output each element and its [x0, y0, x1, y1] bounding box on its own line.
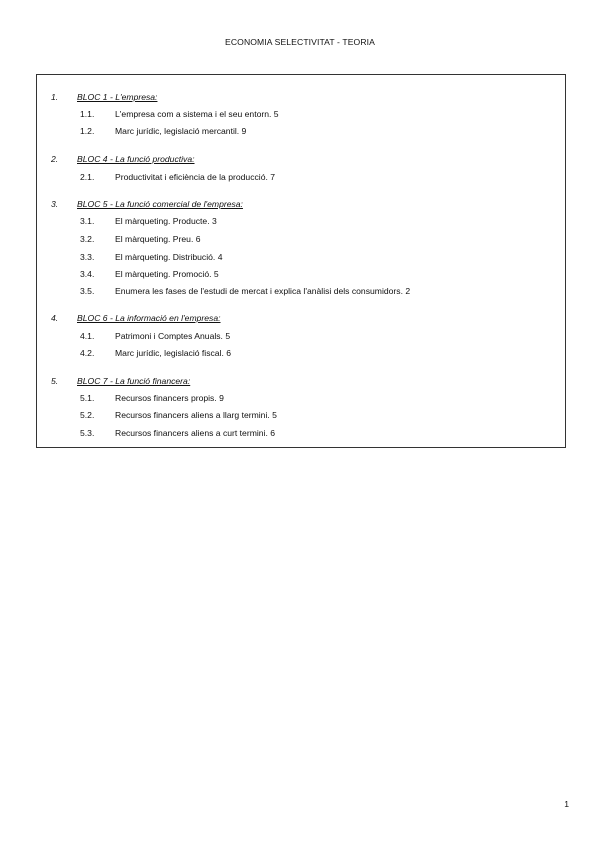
toc-item-text: El màrqueting. Preu. 6 — [115, 234, 201, 244]
toc-section-number: 3. — [51, 199, 59, 209]
toc-item-text: Recursos financers propis. 9 — [115, 393, 224, 403]
toc-item-text: L'empresa com a sistema i el seu entorn. 5 — [115, 109, 279, 119]
page-number: 1 — [564, 799, 569, 809]
toc-item[interactable] — [37, 331, 565, 343]
toc-item[interactable] — [37, 109, 565, 121]
toc-item-text: El màrqueting. Distribució. 4 — [115, 252, 223, 262]
toc-section-title[interactable]: BLOC 4 - La funció productiva: — [77, 154, 195, 164]
toc-item-number: 1.1. — [80, 109, 95, 119]
toc-item[interactable] — [37, 269, 565, 281]
toc-section-number: 5. — [51, 376, 59, 386]
toc-item-number: 4.1. — [80, 331, 95, 341]
toc-item-text: El màrqueting. Producte. 3 — [115, 216, 217, 226]
toc-item-number: 3.5. — [80, 286, 95, 296]
toc-item-text: Enumera les fases de l'estudi de mercat i explica l'anàlisi dels consumidors. 2 — [115, 286, 411, 296]
toc-item-text: Productivitat i eficiència de la producció. 7 — [115, 172, 276, 182]
page-title: ECONOMIA SELECTIVITAT - TEORIA — [225, 37, 375, 47]
toc-item-number: 1.2. — [80, 126, 95, 136]
toc-item-number: 5.2. — [80, 410, 95, 420]
toc-section-title[interactable]: BLOC 6 - La informació en l'empresa: — [77, 313, 221, 323]
toc-item-text: Marc jurídic, legislació fiscal. 6 — [115, 348, 232, 358]
toc-item[interactable] — [37, 428, 565, 440]
toc-item-number: 4.2. — [80, 348, 95, 358]
toc-item[interactable] — [37, 410, 565, 422]
toc-item[interactable] — [37, 252, 565, 264]
toc-item[interactable] — [37, 216, 565, 228]
toc-item-text: Recursos financers aliens a curt termini. 6 — [115, 428, 276, 438]
toc-item[interactable] — [37, 126, 565, 138]
toc-item-number: 2.1. — [80, 172, 95, 182]
toc-item[interactable] — [37, 234, 565, 246]
toc-item[interactable] — [37, 393, 565, 405]
toc-item-number: 5.1. — [80, 393, 95, 403]
toc-item-number: 3.4. — [80, 269, 95, 279]
toc-section-title[interactable]: BLOC 7 - La funció financera: — [77, 376, 191, 386]
toc-section-number: 2. — [51, 154, 59, 164]
toc-item-text: Patrimoni i Comptes Anuals. 5 — [115, 331, 231, 341]
toc-item-number: 5.3. — [80, 428, 95, 438]
toc-section-number: 1. — [51, 92, 59, 102]
toc-section-number: 4. — [51, 313, 59, 323]
toc-item-text: El màrqueting. Promoció. 5 — [115, 269, 219, 279]
toc-item-number: 3.1. — [80, 216, 95, 226]
toc-item[interactable] — [37, 172, 565, 184]
table-of-contents — [36, 74, 566, 448]
toc-item-number: 3.3. — [80, 252, 95, 262]
toc-item-text: Recursos financers aliens a llarg termini. 5 — [115, 410, 277, 420]
toc-section-title[interactable]: BLOC 1 - L'empresa: — [77, 92, 158, 102]
toc-item-number: 3.2. — [80, 234, 95, 244]
toc-item[interactable] — [37, 286, 565, 298]
toc-section-title[interactable]: BLOC 5 - La funció comercial de l'empresa: — [77, 199, 243, 209]
toc-item[interactable] — [37, 348, 565, 360]
toc-item-text: Marc jurídic, legislació mercantil. 9 — [115, 126, 247, 136]
